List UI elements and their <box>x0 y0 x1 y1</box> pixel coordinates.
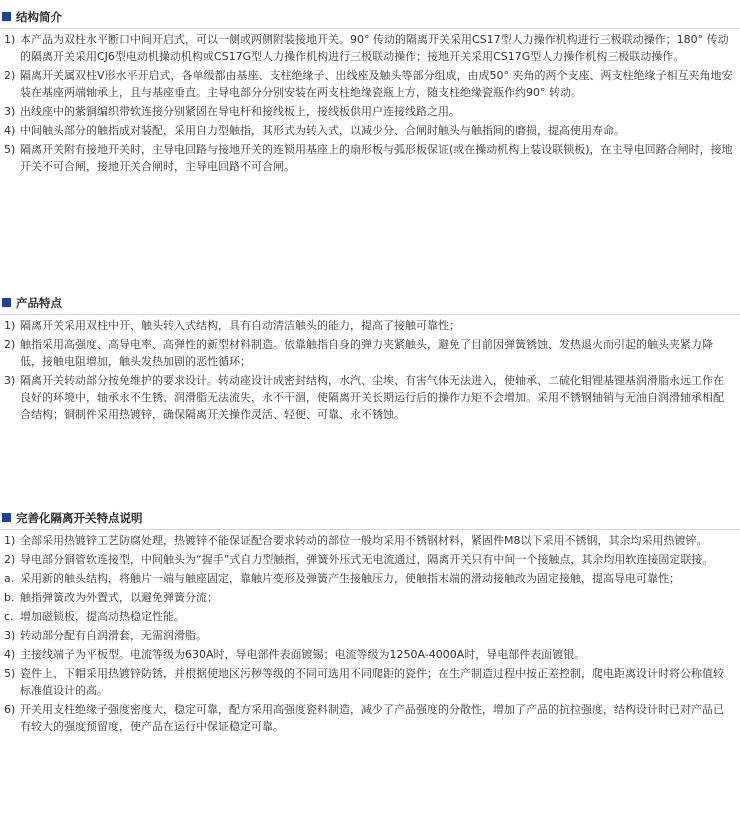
section-header <box>0 292 740 315</box>
section-list <box>0 317 736 425</box>
list-item <box>0 589 736 606</box>
section-marker-icon <box>2 12 11 21</box>
list-item <box>0 31 736 65</box>
item-letter: b. <box>4 591 15 604</box>
item-text: 增加磁锁板，提高动热稳定性能。 <box>20 610 185 623</box>
item-letter: a. <box>4 572 15 585</box>
section-improved-features <box>0 507 740 733</box>
list-item <box>0 122 736 139</box>
item-letter: c. <box>4 610 14 623</box>
section-list <box>0 31 736 177</box>
item-number: 5) <box>4 667 16 680</box>
item-text: 中间触头部分的触指成对装配，采用自力型触指，其形式为转入式，以减少分、合闸时触头与触指间的磨损，提高使用寿命。 <box>20 124 625 137</box>
item-text: 隔离开关附有接地开关时，主导电回路与接地开关的连锁用基座上的扇形板与弧形板保证(或在操动机构上装设联锁板)，在主导电回路合闸时，接地开关不可合闸，接地开关合闸时，主导电回路不可合闸。 <box>20 143 733 173</box>
section-list <box>0 532 736 737</box>
list-item <box>0 372 736 423</box>
item-number: 3) <box>4 105 16 118</box>
list-item <box>0 103 736 120</box>
list-item <box>0 570 736 587</box>
list-item <box>0 665 736 699</box>
item-text: 开关用支柱绝缘子强度密度大，稳定可靠，配方采用高强度瓷料制造，减少了产品强度的分散性，增加了产品的抗拉强度，结构设计时已对产品已有较大的强度预留度，使产品在运行中保证稳定可靠。 <box>20 703 724 733</box>
item-number: 2) <box>4 338 16 351</box>
item-text: 采用新的触头结构，将触片一端与触座固定，靠触片变形及弹簧产生接触压力，使触指末端的滑动接触改为固定接触，提高导电可靠性； <box>20 572 680 585</box>
item-text: 主接线端子为平板型。电流等级为630A时，导电部件表面镀锡；电流等级为1250A-4000A时，导电部件表面镀银。 <box>20 648 586 661</box>
item-text: 隔离开关采用双柱中开、触头转入式结构，具有自动清洁触头的能力，提高了接触可靠性； <box>20 319 460 332</box>
item-number: 1) <box>4 319 16 332</box>
section-marker-icon <box>2 513 11 522</box>
item-text: 触指弹簧改为外置式，以避免弹簧分流； <box>20 591 218 604</box>
item-number: 1) <box>4 33 16 46</box>
list-item <box>0 532 736 549</box>
section-title: 产品特点 <box>16 296 62 310</box>
list-item <box>0 336 736 370</box>
section-header <box>0 507 740 530</box>
list-item <box>0 141 736 175</box>
item-text: 导电部分铜管软连接型，中间触头为“握手”式自力型触指，弹簧外压式无电流通过，隔离开关只有中间一个接触点，其余均用软连接固定联接。 <box>20 553 714 566</box>
list-item <box>0 67 736 101</box>
item-number: 1) <box>4 534 16 547</box>
list-item <box>0 701 736 735</box>
item-text: 全部采用热镀锌工艺防腐处理，热镀锌不能保证配合要求转动的部位一般均采用不锈钢材料，紧固件M8以下采用不锈钢，其余均采用热镀锌。 <box>20 534 708 547</box>
list-item <box>0 317 736 334</box>
item-text: 隔离开关属双柱V形水平开启式，各单级都由基座、支柱绝缘子、出线座及触头等部分组成，由成50° 夹角的两个支座、两支柱绝缘子相互夹角地安装在基座两端轴承上，且与基座垂直。主导电部分分别安装在两支柱绝缘瓷瓶上方，随支柱绝缘瓷瓶作约90° 转动。 <box>20 69 733 99</box>
section-marker-icon <box>2 298 11 307</box>
list-item <box>0 646 736 663</box>
list-item <box>0 608 736 625</box>
item-number: 4) <box>4 124 16 137</box>
item-number: 3) <box>4 629 16 642</box>
section-title: 完善化隔离开关特点说明 <box>16 511 143 525</box>
list-item <box>0 551 736 568</box>
item-number: 3) <box>4 374 16 387</box>
section-product-features <box>0 292 740 421</box>
list-item <box>0 627 736 644</box>
item-number: 2) <box>4 69 16 82</box>
section-structure-intro <box>0 6 740 173</box>
item-text: 触指采用高强度、高导电率、高弹性的新型材料制造。依靠触指自身的弹力夹紧触头，避免了目前因弹簧锈蚀、发热退火而引起的触头夹紧力降低，接触电阻增加，触头发热加剧的恶性循环； <box>20 338 713 368</box>
section-title: 结构简介 <box>16 10 62 24</box>
item-number: 5) <box>4 143 16 156</box>
item-number: 6) <box>4 703 16 716</box>
item-text: 出线座中的紫铜编织带软连接分别紧固在导电杆和接线板上，接线板供用户连接线路之用。 <box>20 105 460 118</box>
item-text: 隔离开关转动部分按免维护的要求设计。转动座设计成密封结构，水汽、尘埃、有害气体无法进入，使轴承、二硫化钼锂基锂基润滑脂永远工作在良好的环境中，轴承永不生锈、润滑脂无法流失，永不干涸，使隔离开关长期运行后的操作力矩不会增加。采用不锈钢轴销与无油自润滑轴承相配合结构；铜制件采用热镀锌，确保隔离开关操作灵活、轻便、可靠、永不锈蚀。 <box>20 374 724 421</box>
item-text: 瓷件上、下帽采用热镀锌防锈，并根据使地区污秽等级的不同可选用不同爬距的瓷件；在生产制造过程中按正差控制，爬电距离设计时将公称值较标准值设计的高。 <box>20 667 724 697</box>
section-header <box>0 6 740 29</box>
item-number: 4) <box>4 648 16 661</box>
item-text: 本产品为双柱水平断口中间开启式，可以一侧或两侧附装接地开关。90° 传动的隔离开关采用CS17型人力操作机构进行三极联动操作；180° 传动的隔离开关采用CJ6型电动机操动机构或CS17G型人力操作机构进行三极联动操作；接地开关采用CS17G型人力操作机构三极联动操作。 <box>20 33 729 63</box>
item-number: 2) <box>4 553 16 566</box>
item-text: 转动部分配有自润滑套，无需润滑脂。 <box>20 629 207 642</box>
